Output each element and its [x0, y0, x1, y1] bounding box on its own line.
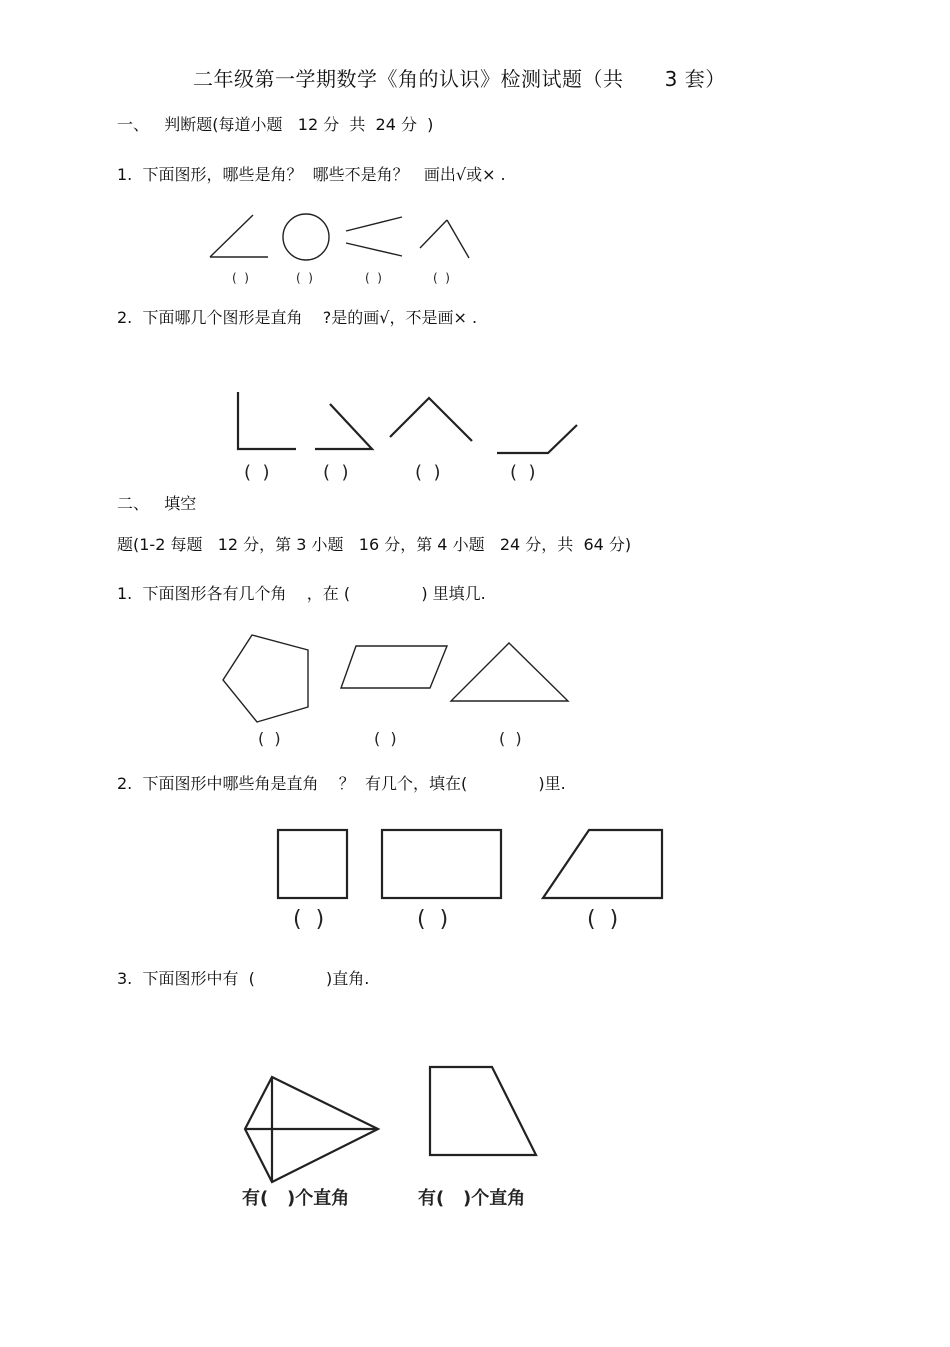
q2-2-blank-3[interactable]: ( ): [587, 907, 619, 932]
right-trapezoid-figure: [430, 1067, 536, 1155]
q1-1-blank-4[interactable]: ( ): [433, 271, 450, 285]
question-2-2-text: 2. 下面图形中哪些角是直角 ？ 有几个，填在( )里.: [117, 774, 566, 793]
q1-2-blank-2[interactable]: ( ): [323, 462, 349, 483]
q1-2-blank-1[interactable]: ( ): [244, 462, 270, 483]
section-2-header: 二、 填空: [117, 494, 197, 513]
q1-1-blank-3[interactable]: ( ): [365, 271, 382, 285]
question-1-2-text: 2. 下面哪几个图形是直角 ?是的画√，不是画× .: [117, 308, 478, 327]
q2-3-label-1: 有( )个直角: [242, 1188, 350, 1209]
q2-3-label-2: 有( )个直角: [418, 1188, 526, 1209]
q2-2-blank-2[interactable]: ( ): [417, 907, 449, 932]
question-1-1-text: 1. 下面图形，哪些是角？ 哪些不是角？ 画出√或× .: [117, 165, 506, 184]
q1-1-blank-1[interactable]: ( ): [232, 271, 249, 285]
question-2-3-text: 3. 下面图形中有 ( )直角.: [117, 969, 370, 988]
q2-1-blank-1[interactable]: ( ): [258, 729, 281, 748]
section-1-header: 一、 判断题(每道小题 12 分 共 24 分 ): [117, 115, 434, 134]
q2-2-blank-1[interactable]: ( ): [293, 907, 325, 932]
question-2-1-text: 1. 下面图形各有几个角 ，在 ( ) 里填几.: [117, 584, 486, 603]
kite-figure: [245, 1077, 378, 1182]
q1-2-blank-3[interactable]: ( ): [415, 462, 441, 483]
section-2-subheader: 题(1-2 每题 12 分，第 3 小题 16 分，第 4 小题 24 分，共 64 分): [117, 535, 632, 554]
q1-1-blank-2[interactable]: ( ): [296, 271, 313, 285]
q2-1-blank-3[interactable]: ( ): [499, 729, 522, 748]
q1-2-blank-4[interactable]: ( ): [510, 462, 536, 483]
q2-1-blank-2[interactable]: ( ): [374, 729, 397, 748]
page-title: 二年级第一学期数学《角的认识》检测试题（共 3 套）: [193, 67, 726, 91]
